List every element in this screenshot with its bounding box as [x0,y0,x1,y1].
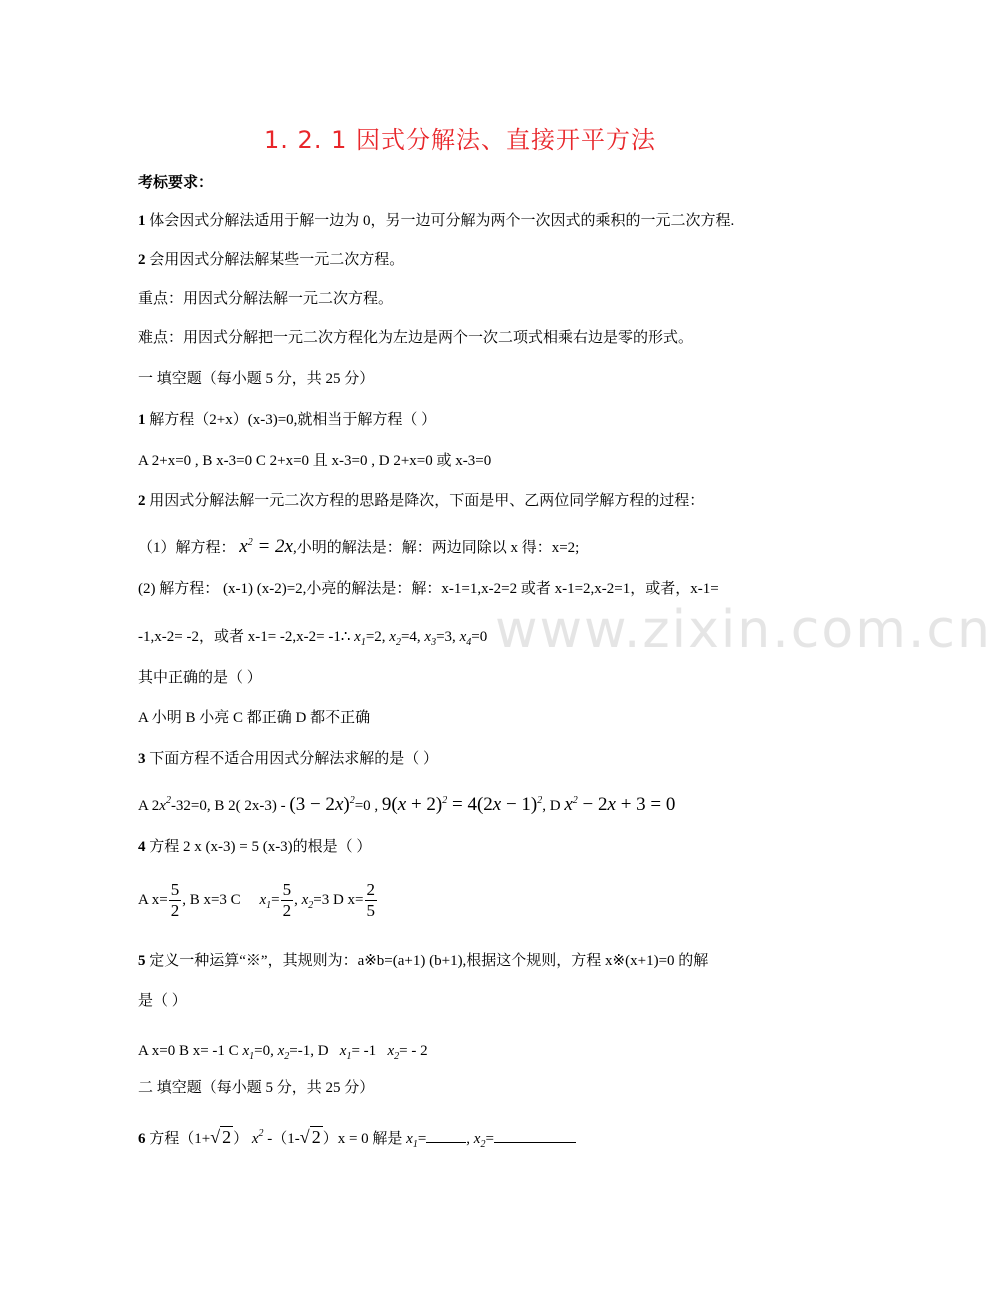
question-6 [138,1126,576,1150]
x2-variable: $x_2$ [301,892,314,911]
question-4-options: A x= $\frac{5}{2}$ , B x=3 C $x_1=$ $\frac{5}{2}$ , $x_2=3$ D x= $\frac{2}{5}$ [138,880,376,921]
question-6-number: 6 [138,1131,146,1147]
question-6-text-f: , [466,1131,471,1147]
question-5 [138,950,708,972]
answer-blank-x2[interactable] [494,1126,576,1143]
question-5-text-continued: 是（ ） [138,993,187,1009]
x-squared-term: $x^2$ [159,795,171,814]
page-title: 1. 2. 1 因式分解法、直接开平方法 [264,126,656,154]
option-a-prefix: A 2 [138,798,160,814]
question-6-text-d: ）x = 0 解是 [322,1131,403,1147]
option-d-tail: = - 2 [399,1043,428,1059]
requirements-heading: 考标要求： [138,175,214,191]
part-2-line-2-prefix: -1,x-2= -2，或者 x-1= -2,x-2= -1∴ [138,629,351,645]
option-b-tail: =0 , [354,798,379,814]
question-2-part-2-line-1: (2) 解方程： (x-1) (x-2)=2,小亮的解法是：解：x-1=1,x-2=2 或者 x-1=2,x-2=1，或者，x-1= [138,581,719,597]
option-a-suffix: -32=0, B 2( 2x-3) - [170,798,286,814]
equation-x-squared-eq-2x: $x^2 = 2x$ [239,536,293,557]
x1-variable: $x_1$ [244,892,272,911]
question-5-text: 定义一种运算“※”，其规则为：a※b=(a+1) (b+1),根据这个规则，方程 x※(x+1)=0 的解 [145,953,709,969]
question-1-number: 1 [138,412,146,428]
section-1-heading: 一 填空题（每小题 5 分，共 25 分） [138,371,375,387]
x1-variable-d: $x_1$ [332,1043,352,1062]
question-6-text-b: ） [233,1131,249,1147]
question-2-which: 其中正确的是（ ） [138,670,262,686]
question-5-options [138,1040,428,1062]
requirement-2 [138,249,404,271]
question-5-number: 5 [138,953,146,969]
requirement-1-number: 1 [138,213,146,229]
x1-variable: $x_1$ [242,1043,255,1062]
question-3-options [138,794,675,817]
question-4-number: 4 [138,839,146,855]
requirement-1-text: 体会因式分解法适用于解一边为 0，另一边可分解为两个一次因式的乘积的一元二次方程. [145,213,735,229]
option-c-tail: =3 D x= [313,892,364,908]
fraction-5-over-2: $\frac{5}{2}$ [170,880,180,921]
question-3-number: 3 [138,751,146,767]
question-2-options: A 小明 B 小亮 C 都正确 D 都不正确 [138,710,371,726]
option-b-label: , B x=3 C [182,892,241,908]
question-1-text: 解方程（2+x）(x-3)=0,就相当于解方程（ ） [145,412,437,428]
x2-variable-d: $x_2$ [379,1043,400,1062]
key-point: 重点：用因式分解法解一元二次方程。 [138,291,394,307]
sqrt-2-second: √ 2 [299,1127,321,1147]
part-1-suffix: ,小明的解法是：解：两边同除以 x 得：x=2; [292,540,580,556]
sqrt-2: √ 2 [210,1127,232,1147]
roots-list: $x_1=2$, $x_2=4$, $x_3=3$, $x_4=0$ [354,629,488,648]
watermark: www.zixin.com.cn [495,600,992,660]
option-c-equation: $9(x + 2)^2 = 4(2x - 1)^2$ [381,794,543,815]
x1-variable: $x_1$ [406,1131,418,1150]
question-4 [138,836,371,858]
question-2-part-2-line-2 [138,626,487,648]
question-2-text: 用因式分解法解一元二次方程的思路是降次，下面是甲、乙两位同学解方程的过程： [145,493,705,509]
question-6-text-e: = [417,1131,427,1147]
question-3-text: 下面方程不适合用因式分解法求解的是（ ） [145,751,439,767]
option-c-tail: =-1, D [289,1043,329,1059]
option-a-label: A x= [138,892,168,908]
question-2 [138,490,704,512]
x2-variable: $x_2$ [473,1131,486,1150]
fraction-2-over-5: $\frac{2}{5}$ [366,880,376,921]
option-c-mid: =0, [254,1043,274,1059]
option-d-equation: $x^2 - 2x + 3 = 0$ [564,794,676,815]
fraction-5-over-2-root: $\frac{5}{2}$ [282,880,292,921]
question-1 [138,409,436,431]
requirement-2-number: 2 [138,252,146,268]
question-4-text: 方程 2 x (x-3) = 5 (x-3)的根是（ ） [145,839,372,855]
question-6-text-g: = [485,1131,494,1147]
question-3 [138,748,438,770]
x2-variable: $x_2$ [277,1043,290,1062]
part-1-prefix: （1）解方程： [138,540,236,556]
requirement-1 [138,210,734,232]
section-2-heading: 二 填空题（每小题 5 分，共 25 分） [138,1080,375,1096]
question-2-number: 2 [138,493,146,509]
question-6-text-a: 方程（1+ [145,1131,211,1147]
difficulty: 难点：用因式分解把一元二次方程化为左边是两个一次二项式相乘右边是零的形式。 [138,330,694,346]
requirement-2-text: 会用因式分解法解某些一元二次方程。 [145,252,405,268]
x-squared-term: $x^2$ [251,1128,264,1147]
option-a-b-labels: A x=0 B x= -1 C [138,1043,239,1059]
answer-blank-x1[interactable] [426,1126,466,1143]
expression-3-minus-2x-squared: $(3 - 2x)^2$ [289,794,355,815]
question-2-part-1 [138,536,579,559]
option-d-mid: = -1 [351,1043,377,1059]
option-d-prefix: , D [542,798,561,814]
question-1-options: A 2+x=0 , B x-3=0 C 2+x=0 且 x-3=0 , D 2+x=0 或 x-3=0 [138,453,492,469]
question-6-text-c: -（1- [263,1131,300,1147]
